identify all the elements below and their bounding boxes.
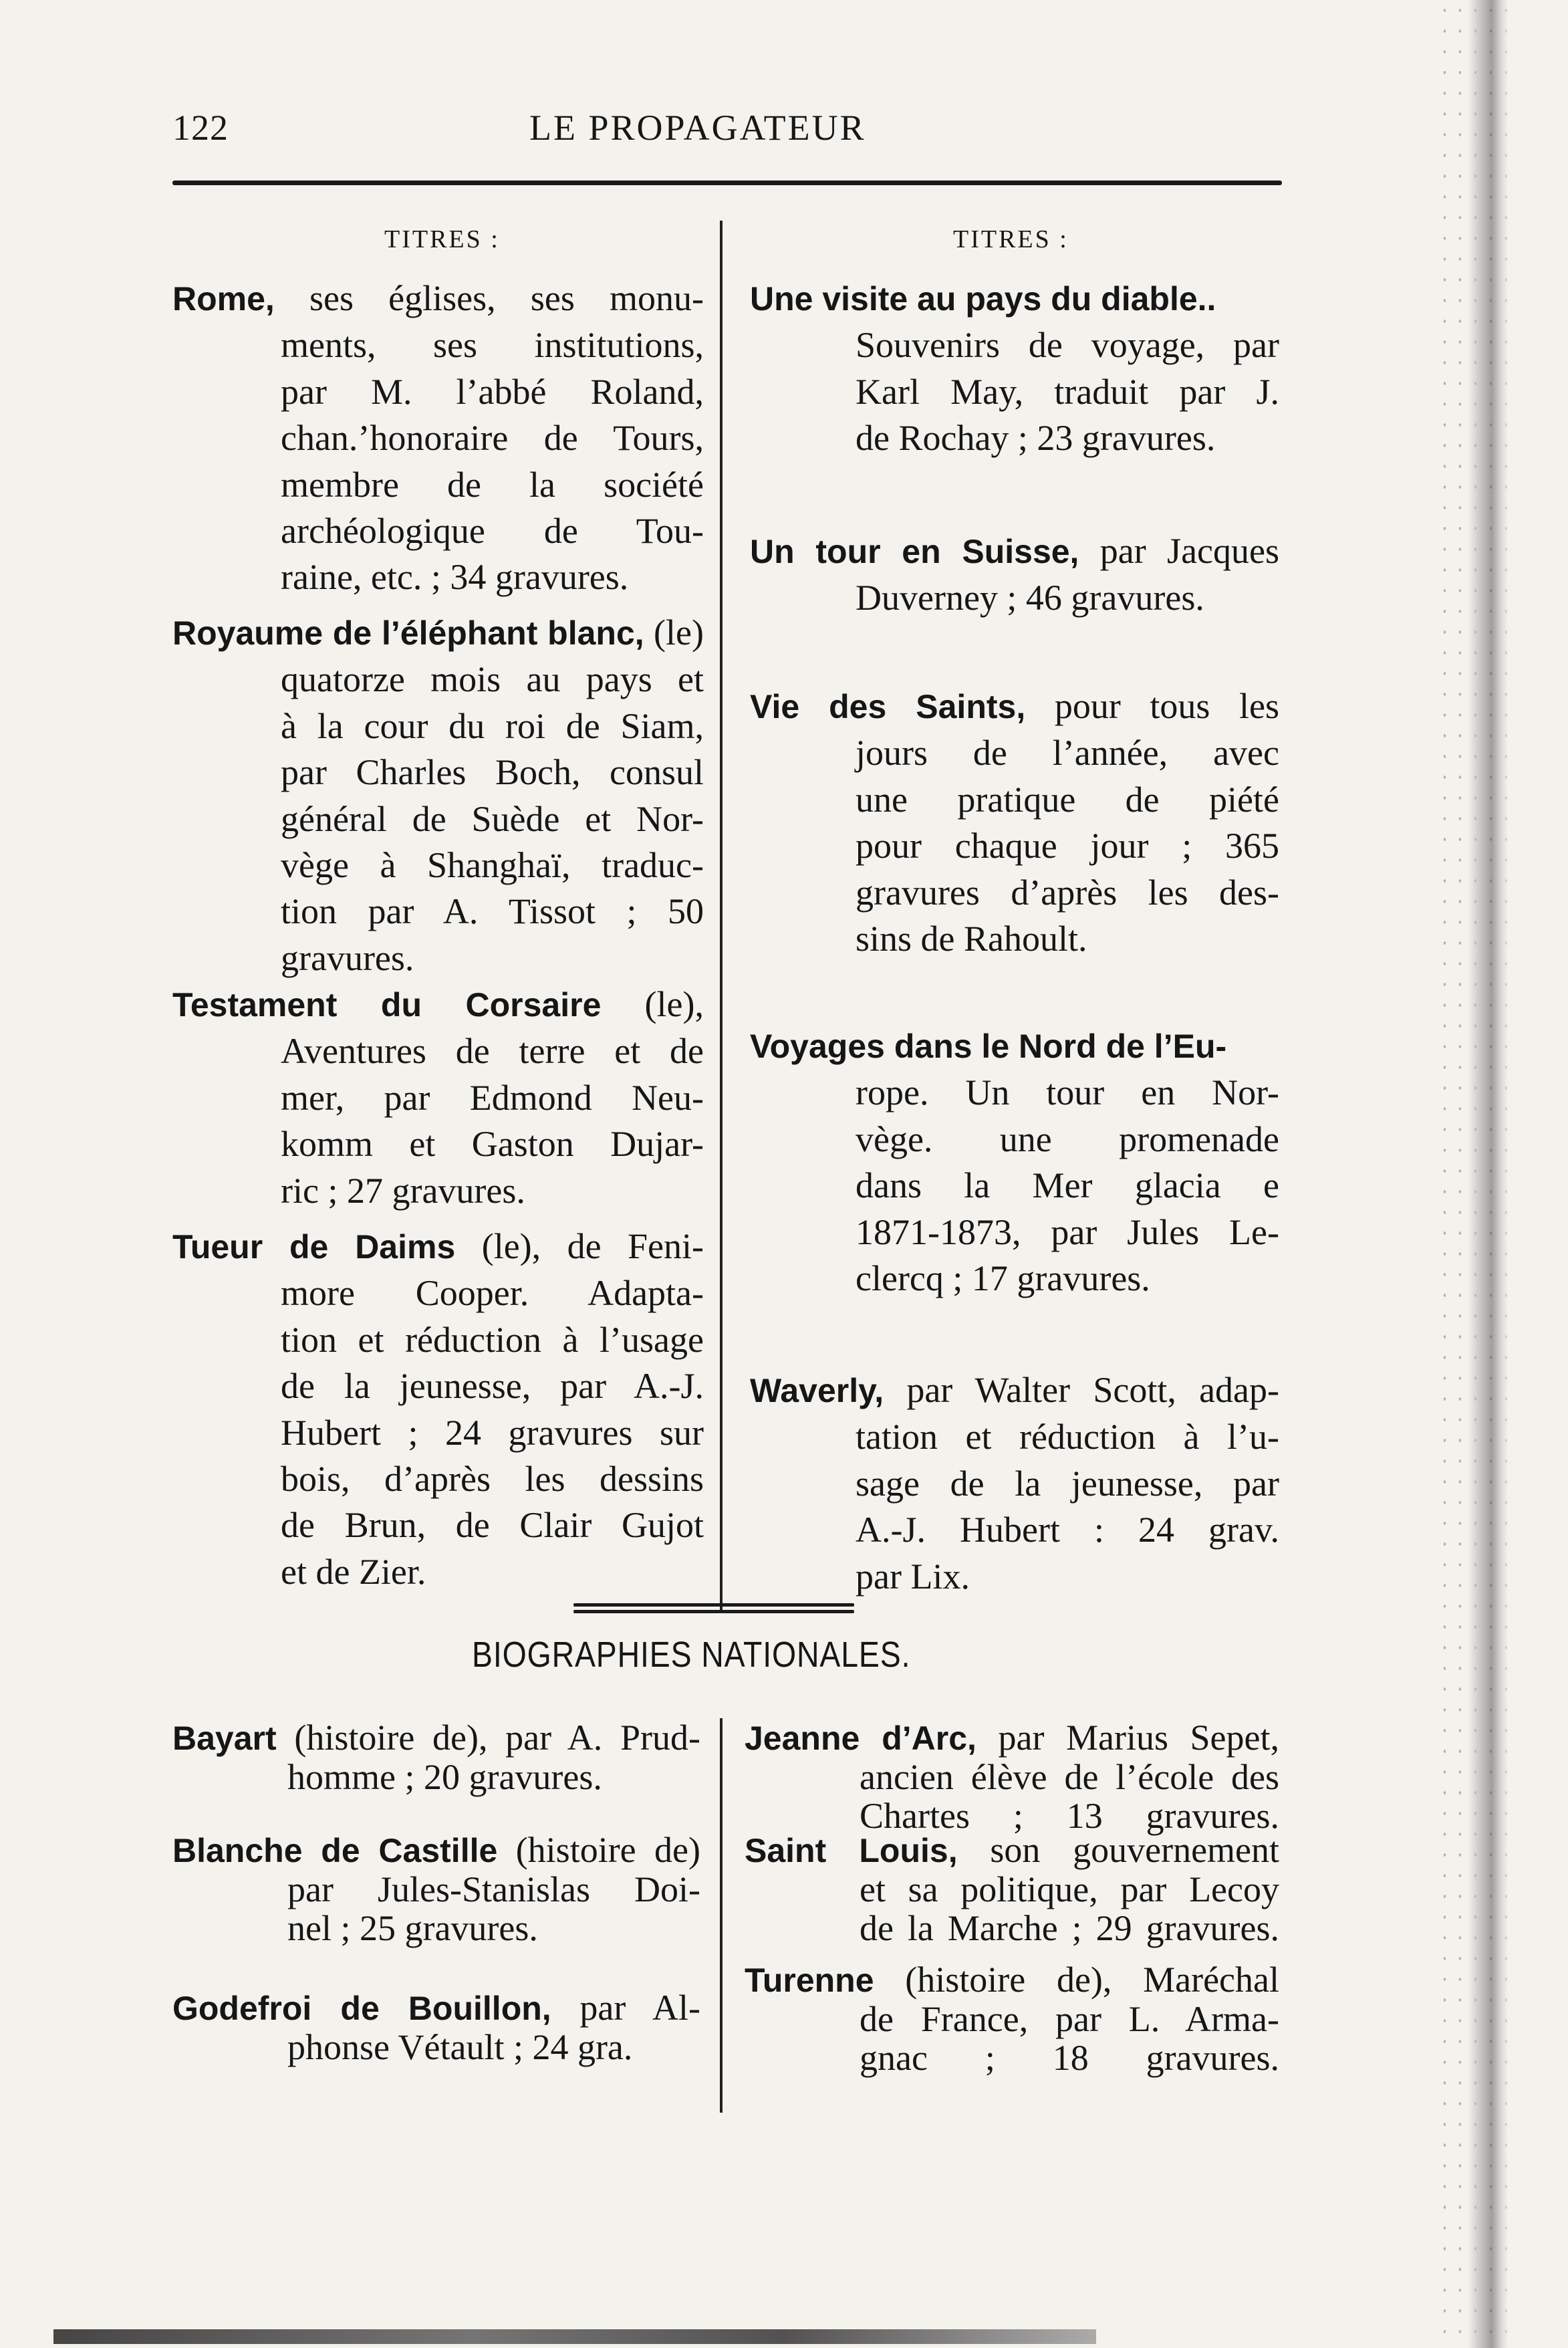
entry-rome: [172, 275, 704, 601]
entry-text: ses églises, ses monu-: [274, 278, 704, 318]
entry-text: jours de l’année, avec: [856, 733, 1279, 774]
entry-text: membre de la société: [281, 464, 704, 505]
entry-text: vège. une promenade: [856, 1119, 1279, 1159]
entry-voyages-dans-le-nord: [750, 1023, 1279, 1302]
bio-text: gnac ; 18 gravures.: [860, 2038, 1279, 2078]
bio-title: Jeanne d’Arc,: [745, 1720, 976, 1757]
entry-text: A.-J. Hubert : 24 grav.: [856, 1510, 1279, 1550]
bio-godefroi-de-bouillon: [172, 1988, 700, 2067]
bio-title: Bayart: [172, 1720, 277, 1757]
bio-text: par Jules-Stanislas Doi-: [287, 1869, 700, 1909]
entry-waverly: [750, 1367, 1279, 1600]
entry-title: Tueur de Daims: [172, 1228, 456, 1266]
entry-text: tion et réduction à l’usage: [281, 1319, 704, 1360]
entry-text: sins de Rahoult.: [856, 919, 1087, 959]
entry-text: général de Suède et Nor-: [281, 798, 704, 839]
entry-text: komm et Gaston Dujar-: [281, 1124, 704, 1165]
entry-text: de Brun, de Clair Gujot: [281, 1505, 704, 1546]
entry-text: tion par A. Tissot ; 50: [281, 891, 704, 932]
entry-text: rope. Un tour en Nor-: [856, 1072, 1279, 1113]
bio-title: Saint Louis,: [745, 1832, 958, 1869]
header-rule: [172, 181, 1282, 185]
page-number: 122: [172, 108, 229, 148]
entry-text: chan.’honoraire de Tours,: [281, 418, 704, 459]
section-double-rule: [573, 1603, 854, 1614]
bio-bayart: [172, 1718, 700, 1796]
bio-text: phonse Vétault ; 24 gra.: [287, 2027, 633, 2067]
bio-title: Turenne: [745, 1962, 874, 1999]
bio-text: par Marius Sepet,: [976, 1718, 1279, 1758]
left-column-label: TITRES :: [384, 225, 500, 253]
scan-bottom-edge: [53, 2329, 1096, 2344]
entry-text: gravures d’après les des-: [856, 872, 1279, 913]
bio-text: ancien élève de l’école des: [860, 1757, 1279, 1797]
bio-blanche-de-castille: [172, 1831, 700, 1948]
bio-text: et sa politique, par Lecoy: [860, 1869, 1279, 1909]
entry-title: Vie des Saints,: [750, 688, 1026, 725]
entry-text: Aventures de terre et de: [281, 1031, 704, 1072]
entry-title: Voyages dans le Nord de l’Eu-: [750, 1028, 1227, 1065]
bio-text: Chartes ; 13 gravures.: [860, 1796, 1279, 1836]
bio-text: nel ; 25 gravures.: [287, 1908, 538, 1948]
column-divider-bottom: [720, 1718, 723, 2113]
entry-text: more Cooper. Adapta-: [281, 1273, 704, 1314]
entry-text: de Rochay ; 23 gravures.: [856, 418, 1216, 459]
entry-text: sage de la jeunesse, par: [856, 1463, 1279, 1504]
entry-text: par Lix.: [856, 1556, 970, 1597]
entry-text: clercq ; 17 gravures.: [856, 1258, 1150, 1299]
bio-title: Godefroi de Bouillon,: [172, 1990, 551, 2027]
entry-text: ments, ses institutions,: [281, 325, 704, 366]
entry-tueur-de-daims: [172, 1223, 704, 1595]
entry-text: (le), de Feni-: [455, 1226, 704, 1266]
bio-jeanne-d-arc: [745, 1718, 1279, 1835]
bio-text: de France, par L. Arma-: [860, 1999, 1279, 2039]
entry-text: 1871-1873, par Jules Le-: [856, 1211, 1279, 1252]
bio-text: de la Marche ; 29 gravures.: [860, 1908, 1279, 1948]
entry-text: vège à Shanghaï, traduc-: [281, 845, 704, 886]
bio-text: par Al-: [551, 1988, 700, 2028]
entry-text: dans la Mer glacia e: [856, 1165, 1279, 1206]
right-column-label: TITRES :: [953, 225, 1069, 253]
entry-text: Karl May, traduit par J.: [856, 371, 1279, 412]
entry-text: bois, d’après les dessins: [281, 1459, 704, 1500]
entry-title: Testament du Corsaire: [172, 986, 602, 1024]
entry-text: par Charles Boch, consul: [281, 752, 704, 793]
entry-text: ric ; 27 gravures.: [281, 1170, 525, 1211]
entry-text: mer, par Edmond Neu-: [281, 1077, 704, 1118]
entry-text: et de Zier.: [281, 1551, 426, 1592]
entry-une-visite-au-pays-du-diable: [750, 275, 1279, 462]
section-title: BIOGRAPHIES NATIONALES.: [472, 1635, 911, 1675]
entry-text: quatorze mois au pays et: [281, 659, 704, 700]
entry-text: Souvenirs de voyage, par: [856, 325, 1279, 366]
entry-text: par Walter Scott, adap-: [884, 1370, 1279, 1410]
column-divider-top: [720, 221, 723, 1611]
bio-text: (histoire de), Maréchal: [874, 1960, 1279, 2000]
bio-text: homme ; 20 gravures.: [287, 1757, 602, 1797]
entry-title: Un tour en Suisse,: [750, 533, 1079, 570]
scan-binding-edge: [1468, 0, 1508, 2348]
bio-text: (histoire de): [497, 1830, 700, 1870]
entry-text: tation et réduction à l’u-: [856, 1417, 1279, 1457]
entry-title: Royaume de l’éléphant blanc,: [172, 614, 644, 652]
entry-royaume-elephant-blanc: [172, 610, 704, 981]
bio-title: Blanche de Castille: [172, 1832, 498, 1869]
entry-vie-des-saints: [750, 683, 1279, 962]
entry-text: pour chaque jour ; 365: [856, 826, 1279, 866]
entry-text: par Jacques: [1079, 531, 1279, 571]
bio-text: (histoire de), par A. Prud-: [276, 1718, 700, 1758]
bio-turenne: [745, 1960, 1279, 2077]
entry-text: pour tous les: [1025, 686, 1279, 726]
entry-text: (le): [644, 612, 704, 653]
entry-title: Une visite au pays du diable..: [750, 280, 1216, 318]
entry-text: Duverney ; 46 gravures.: [856, 578, 1204, 618]
entry-text: une pratique de piété: [856, 779, 1279, 820]
running-head: LE PROPAGATEUR: [529, 108, 866, 148]
entry-text: (le),: [601, 984, 704, 1024]
entry-title: Waverly,: [750, 1372, 884, 1409]
entry-text: Hubert ; 24 gravures sur: [281, 1412, 704, 1453]
entry-title: Rome,: [172, 280, 275, 318]
entry-un-tour-en-suisse: [750, 528, 1279, 622]
entry-text: à la cour du roi de Siam,: [281, 705, 704, 746]
entry-text: de la jeunesse, par A.-J.: [281, 1366, 704, 1407]
entry-text: raine, etc. ; 34 gravures.: [281, 557, 629, 598]
entry-testament-du-corsaire: [172, 981, 704, 1214]
entry-text: gravures.: [281, 937, 414, 978]
bio-saint-louis: [745, 1831, 1279, 1948]
entry-text: par M. l’abbé Roland,: [281, 371, 704, 412]
entry-text: archéologique de Tou-: [281, 511, 704, 552]
bio-text: son gouvernement: [957, 1830, 1280, 1870]
